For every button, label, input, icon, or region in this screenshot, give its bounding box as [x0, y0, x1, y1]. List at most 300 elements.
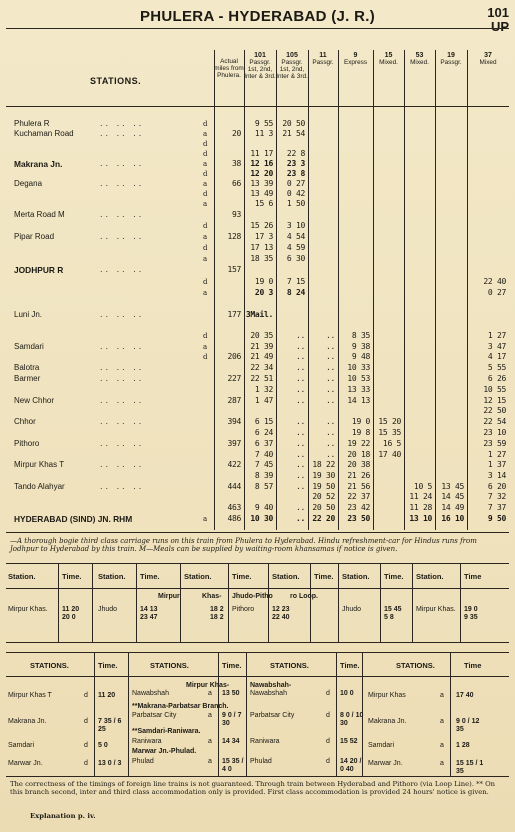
bottom-station: **Samdari-Raniwara. — [132, 728, 201, 735]
mid-col-header: Station. — [416, 572, 444, 581]
mid-station: Mirpur Khas. — [416, 606, 456, 613]
mid-time-1: 11 20 — [62, 606, 80, 613]
leader-dots: .. .. .. — [100, 342, 145, 351]
time-cell: 15 6 — [254, 199, 273, 208]
mid-time-2: 22 40 — [272, 614, 290, 621]
col-rule — [214, 50, 215, 530]
time-cell: .. — [295, 396, 305, 405]
time-cell: 19 8 — [351, 428, 370, 437]
arr-dep-marker: a — [440, 742, 444, 749]
miles-header: Actual miles from Phulera. — [214, 58, 244, 79]
time-cell: 4 59 — [286, 243, 305, 252]
mid-station: Jhudo — [98, 606, 118, 613]
time-cell: .. — [295, 428, 305, 437]
bottom-col-rule — [128, 652, 129, 776]
mid-time-2: 5 8 — [384, 614, 394, 621]
mid-col-rule — [58, 563, 59, 642]
time-cell: .. — [295, 374, 305, 383]
mid-col-rule — [380, 563, 381, 642]
bottom-station: Mirpur Khas T — [8, 692, 52, 699]
mid-col-header: Time. — [62, 572, 82, 581]
time-cell: .. — [325, 450, 335, 459]
time-cell: .. — [325, 342, 335, 351]
time-cell: 8 35 — [351, 331, 370, 340]
bottom-station: Raniwara — [132, 738, 162, 745]
miles: 444 — [227, 482, 241, 491]
time-cell: 21 49 — [250, 352, 273, 361]
time-cell: 10 33 — [347, 363, 370, 372]
mid-col-rule — [310, 563, 311, 642]
time-cell: 10 53 — [347, 374, 370, 383]
section-roloop: ro Loop. — [290, 593, 318, 600]
miles: 287 — [227, 396, 241, 405]
leader-dots: .. .. .. — [100, 363, 145, 372]
arr-dep-marker: d — [203, 140, 208, 148]
bottom-station: Makrana Jn. — [368, 718, 407, 725]
leader-dots: .. .. .. — [100, 179, 145, 188]
time-cell: 0 42 — [286, 189, 305, 198]
leader-dots: .. .. .. — [100, 374, 145, 383]
miles: 66 — [231, 179, 241, 188]
bottom-col-rule — [336, 652, 337, 776]
time-cell: .. — [325, 417, 335, 426]
mid-col-rule — [268, 563, 269, 642]
miles: 38 — [231, 159, 241, 168]
time-cell: .. — [325, 439, 335, 448]
time-cell: 0 27 — [487, 288, 506, 297]
mid-time-2: 18 2 — [210, 614, 224, 621]
time-cell: 13 49 — [250, 189, 273, 198]
time-cell: 1 37 — [487, 460, 506, 469]
bottom-station: Parbatsar City — [250, 712, 295, 719]
bottom-time: 5 0 — [98, 742, 108, 749]
time-cell: 14 13 — [347, 396, 370, 405]
time-cell: 20 3 — [254, 288, 273, 297]
time-cell: 19 30 — [312, 471, 335, 480]
leader-dots: .. .. .. — [100, 129, 145, 138]
time-cell: 20 35 — [250, 331, 273, 340]
bottom-col-rule — [246, 652, 247, 776]
time-cell: 20 52 — [312, 492, 335, 501]
section-head: Mirpur Khas- — [186, 682, 230, 689]
time-cell: 9 50 — [487, 514, 506, 523]
bottom-station: Parbatsar City — [132, 712, 177, 719]
time-cell: 21 39 — [250, 342, 273, 351]
mid-col-rule — [136, 563, 137, 642]
arr-dep-marker: a — [203, 130, 208, 138]
arr-dep-marker: d — [84, 760, 88, 767]
time-cell: 6 37 — [254, 439, 273, 448]
leader-dots: .. .. .. — [100, 417, 145, 426]
bottom-col-rule — [218, 652, 219, 776]
leader-dots: .. .. .. — [100, 396, 145, 405]
time-cell: 16 10 — [441, 514, 464, 523]
time-cell: 18 22 — [312, 460, 335, 469]
arr-dep-marker: d — [203, 353, 208, 361]
bottom-time: 8 0 / 10 30 — [340, 712, 364, 727]
station-name: Luni Jn. — [14, 310, 43, 319]
bottom-time: 1 28 — [456, 742, 470, 749]
time-cell: 8 57 — [254, 482, 273, 491]
bottom-time: 14 34 — [222, 738, 240, 745]
miles: 227 — [227, 374, 241, 383]
page-title: PHULERA - HYDERABAD (J. R.) — [139, 8, 376, 25]
time-cell: 23 42 — [347, 503, 370, 512]
time-cell: .. — [295, 471, 305, 480]
arr-dep-marker: d — [203, 120, 208, 128]
mid-col-rule — [412, 563, 413, 642]
time-cell: 6 26 — [487, 374, 506, 383]
mid-time-1: 14 13 — [140, 606, 158, 613]
miles: 20 — [231, 129, 241, 138]
mid-col-header: Time. — [140, 572, 160, 581]
section-khas: Khas- — [202, 593, 222, 600]
time-cell: 12 20 — [250, 169, 273, 178]
time-cell: 19 0 — [254, 277, 273, 286]
time-cell: 10 55 — [483, 385, 506, 394]
time-cell: 17 3 — [254, 232, 273, 241]
station-name: Degana — [14, 179, 43, 188]
station-name: Tando Alahyar — [14, 482, 65, 491]
mid-col-rule — [92, 563, 93, 642]
time-cell: 13 45 — [441, 482, 464, 491]
time-cell: 12 15 — [483, 396, 506, 405]
time-cell: 0 27 — [286, 179, 305, 188]
station-name: HYDERABAD (SIND) JN. RHM — [14, 514, 133, 524]
bottom-station: Phulad — [132, 758, 154, 765]
time-cell: 11 3 — [254, 129, 273, 138]
arr-dep-marker: d — [84, 692, 88, 699]
bottom-time: 9 0 / 7 30 — [222, 712, 242, 727]
mid-time-2: 9 35 — [464, 614, 478, 621]
section-mirpur: Mirpur — [158, 593, 180, 600]
time-cell: .. — [295, 331, 305, 340]
arr-dep-marker: d — [203, 150, 208, 158]
mid-time-2: 20 0 — [62, 614, 76, 621]
arr-dep-marker: d — [326, 758, 330, 765]
section-jhudo-pitho: Jhudo-Pitho — [232, 593, 273, 600]
time-cell: 14 45 — [441, 492, 464, 501]
miles: 397 — [227, 439, 241, 448]
mid-col-header: Station. — [98, 572, 126, 581]
arr-dep-marker: a — [203, 289, 208, 297]
bottom-col-rule — [94, 652, 95, 776]
arr-dep-marker: a — [203, 200, 208, 208]
time-cell: .. — [325, 331, 335, 340]
time-cell: 11 17 — [250, 149, 273, 158]
leader-dots: .. .. .. — [100, 482, 145, 491]
time-cell: 10 30 — [250, 514, 273, 523]
arr-dep-marker: a — [208, 738, 212, 745]
leader-dots: .. .. .. — [100, 265, 145, 274]
time-cell: 23 10 — [483, 428, 506, 437]
station-name: Pipar Road — [14, 232, 55, 241]
time-cell: 22 34 — [250, 363, 273, 372]
mid-table-header-rule — [6, 588, 509, 589]
time-cell: 19 50 — [312, 482, 335, 491]
time-cell: 4 17 — [487, 352, 506, 361]
bottom-station: Samdari — [368, 742, 395, 749]
footnote-carriage: —A thorough bogie third class carriage runs on this train from Phulera to Hyderabad. Hindu refreshment-car for Hindus runs from Jodhpur to Hyderabad by this train. M—Meals can be supplied by waiting-room khansamas if notice is given. — [10, 537, 477, 553]
time-cell: .. — [295, 417, 305, 426]
station-name: Mirpur Khas T — [14, 460, 65, 469]
bottom-station: Marwar Jn. — [8, 760, 43, 767]
explanation-ref: Explanation p. iv. — [30, 812, 96, 820]
stations-header: STATIONS. — [90, 76, 142, 86]
miles: 177 — [227, 310, 241, 319]
time-cell: 11 28 — [409, 503, 432, 512]
time-cell: .. — [295, 503, 305, 512]
time-cell: 7 15 — [286, 277, 305, 286]
mid-table-top-rule — [6, 563, 509, 564]
time-cell: 23 59 — [483, 439, 506, 448]
arr-dep-marker: d — [326, 738, 330, 745]
mid-time-1: 18 2 — [210, 606, 224, 613]
time-cell: 3 47 — [487, 342, 506, 351]
time-cell: 6 30 — [286, 254, 305, 263]
mid-station: Pithoro — [232, 606, 255, 613]
bottom-station: Marwar Jn.-Phulad. — [132, 748, 197, 755]
station-name: Kuchaman Road — [14, 129, 74, 138]
time-cell: 19 22 — [347, 439, 370, 448]
mid-col-header: Station. — [184, 572, 212, 581]
time-cell: 9 40 — [254, 503, 273, 512]
bottom-time: 17 40 — [456, 692, 474, 699]
time-cell: 9 55 — [254, 119, 273, 128]
time-cell: 1 50 — [286, 199, 305, 208]
leader-dots: .. .. .. — [100, 119, 145, 128]
time-cell: 20 50 — [312, 503, 335, 512]
station-name: Merta Road M — [14, 210, 65, 219]
time-cell: 20 38 — [347, 460, 370, 469]
mid-time-2: 23 47 — [140, 614, 158, 621]
arr-dep-marker: d — [84, 742, 88, 749]
time-cell: 12 16 — [250, 159, 273, 168]
page-number: 101 UP — [487, 5, 509, 34]
arr-dep-marker: a — [203, 233, 208, 241]
miles: 486 — [227, 514, 241, 523]
bottom-time: 11 20 — [98, 692, 116, 699]
mid-col-header: Time. — [314, 572, 334, 581]
bottom-col-rule — [450, 652, 451, 776]
station-name: Barmer — [14, 374, 41, 383]
mid-col-header: Station. — [272, 572, 300, 581]
leader-dots: .. .. .. — [100, 439, 145, 448]
bottom-station: **Makrana-Parbatsar Branch. — [132, 703, 229, 710]
bottom-col-header: Time. — [222, 661, 242, 670]
leader-dots: .. .. .. — [100, 460, 145, 469]
time-cell: 22 51 — [250, 374, 273, 383]
bottom-col-header: STATIONS. — [396, 661, 435, 670]
time-cell: 17 13 — [250, 243, 273, 252]
mid-col-rule — [460, 563, 461, 642]
time-cell: 14 49 — [441, 503, 464, 512]
time-cell: 19 0 — [351, 417, 370, 426]
time-cell: 18 35 — [250, 254, 273, 263]
arr-dep-marker: a — [203, 180, 208, 188]
arr-dep-marker: a — [203, 160, 208, 168]
arr-dep-marker: d — [326, 712, 330, 719]
arr-dep-marker: a — [208, 712, 212, 719]
time-cell: 23 3 — [286, 159, 305, 168]
arr-dep-marker: a — [208, 690, 212, 697]
time-cell: 23 50 — [347, 514, 370, 523]
train-53-header: 53 Mixed. — [410, 52, 429, 66]
time-cell: 5 55 — [487, 363, 506, 372]
time-cell: 4 54 — [286, 232, 305, 241]
time-cell: 3 10 — [286, 221, 305, 230]
time-cell: 1 27 — [487, 450, 506, 459]
section-head: Nawabshah- — [250, 682, 292, 689]
time-cell: 1 27 — [487, 331, 506, 340]
table-bottom-rule — [6, 532, 509, 533]
time-cell: 15 35 — [378, 428, 401, 437]
time-cell: 15 26 — [250, 221, 273, 230]
station-name: Balotra — [14, 363, 40, 372]
time-cell: .. — [295, 460, 305, 469]
time-cell: 6 24 — [254, 428, 273, 437]
time-cell: 13 10 — [409, 514, 432, 523]
bottom-time: 10 0 — [340, 690, 354, 697]
bottom-station: Phulad — [250, 758, 272, 765]
time-cell: .. — [325, 374, 335, 383]
time-cell: 22 20 — [312, 514, 335, 523]
arr-dep-marker: d — [203, 244, 208, 252]
time-cell: 6 20 — [487, 482, 506, 491]
bottom-col-header: Time. — [98, 661, 118, 670]
bottom-time: 13 50 — [222, 690, 240, 697]
top-rule — [6, 28, 509, 29]
time-cell: 1 47 — [254, 396, 273, 405]
mid-col-header: Time. — [232, 572, 252, 581]
time-cell: 21 56 — [347, 482, 370, 491]
arr-dep-marker: a — [203, 343, 208, 351]
time-cell: .. — [295, 514, 305, 523]
mid-col-header: Time — [464, 572, 482, 581]
station-name: Phulera R — [14, 119, 50, 128]
time-cell: 23 8 — [286, 169, 305, 178]
time-cell: .. — [325, 352, 335, 361]
time-cell: .. — [295, 352, 305, 361]
bottom-station: Raniwara — [250, 738, 280, 745]
time-cell: 7 32 — [487, 492, 506, 501]
station-name: Makrana Jn. — [14, 159, 63, 169]
bottom-station: Samdari — [8, 742, 35, 749]
leader-dots: .. .. .. — [100, 310, 145, 319]
time-cell: .. — [295, 482, 305, 491]
bottom-col-header: STATIONS. — [270, 661, 309, 670]
time-cell: 16 5 — [382, 439, 401, 448]
time-cell: 3Mail. — [245, 310, 273, 319]
bottom-col-header: STATIONS. — [30, 661, 69, 670]
train-105-header: 105 Passgr. 1st, 2nd, Inter & 3rd. — [276, 52, 308, 80]
time-cell: 3 14 — [487, 471, 506, 480]
arr-dep-marker: d — [203, 222, 208, 230]
bottom-station: Makrana Jn. — [8, 718, 47, 725]
bottom-station: Marwar Jn. — [368, 760, 403, 767]
arr-dep-marker: d — [203, 332, 208, 340]
arr-dep-marker: a — [203, 255, 208, 263]
time-cell: 21 26 — [347, 471, 370, 480]
mid-col-rule — [228, 563, 229, 642]
miles: 394 — [227, 417, 241, 426]
station-name: Chhor — [14, 417, 36, 426]
time-cell: 22 50 — [483, 406, 506, 415]
time-cell: .. — [295, 385, 305, 394]
bottom-station: Nawabshah — [132, 690, 169, 697]
time-cell: 22 8 — [286, 149, 305, 158]
bottom-station: Mirpur Khas — [368, 692, 406, 699]
time-cell: 22 37 — [347, 492, 370, 501]
mid-col-header: Time. — [384, 572, 404, 581]
arr-dep-marker: d — [203, 170, 208, 178]
time-cell: 9 38 — [351, 342, 370, 351]
mid-col-header: Station. — [342, 572, 370, 581]
arr-dep-marker: a — [208, 758, 212, 765]
miles: 463 — [227, 503, 241, 512]
time-cell: .. — [325, 428, 335, 437]
time-cell: 22 40 — [483, 277, 506, 286]
arr-dep-marker: a — [440, 692, 444, 699]
time-cell: 17 40 — [378, 450, 401, 459]
direction-label: UP — [490, 19, 509, 34]
train-11-header: 11 Passgr. — [312, 52, 334, 66]
time-cell: 7 37 — [487, 503, 506, 512]
station-name: JODHPUR R — [14, 265, 64, 275]
time-cell: 11 24 — [409, 492, 432, 501]
time-cell: 1 32 — [254, 385, 273, 394]
mid-col-header: Station. — [8, 572, 36, 581]
time-cell: 20 18 — [347, 450, 370, 459]
bottom-time: 15 52 — [340, 738, 358, 745]
arr-dep-marker: d — [203, 278, 208, 286]
footer-note: The correctness of the timings of foreign line trains is not guaranteed. Through train between Hyderabad and Pithoro (via Loop Line). ** On this branch second, inter and third class accommodation only is provided. First class accommodation is provided 24 hours' notice is given. — [10, 780, 496, 796]
arr-dep-marker: d — [326, 690, 330, 697]
bottom-table-top-rule — [6, 652, 509, 653]
bottom-time: 15 15 / 1 35 — [456, 760, 484, 775]
time-cell: 8 39 — [254, 471, 273, 480]
time-cell: 7 45 — [254, 460, 273, 469]
time-cell: .. — [295, 450, 305, 459]
col-rule — [435, 50, 436, 530]
miles: 93 — [231, 210, 241, 219]
time-cell: .. — [295, 363, 305, 372]
station-name: New Chhor — [14, 396, 55, 405]
col-rule — [338, 50, 339, 530]
train-15-header: 15 Mixed. — [379, 52, 398, 66]
bottom-col-header: Time — [464, 661, 482, 670]
bottom-time: 9 0 / 12 35 — [456, 718, 480, 733]
miles: 206 — [227, 352, 241, 361]
time-cell: 13 39 — [250, 179, 273, 188]
time-cell: 6 15 — [254, 417, 273, 426]
arr-dep-marker: a — [440, 718, 444, 725]
train-37-header: 37 Mixed — [479, 52, 497, 66]
bottom-station: Nawabshah — [250, 690, 287, 697]
arr-dep-marker: a — [440, 760, 444, 767]
mid-col-rule — [338, 563, 339, 642]
bottom-col-header: STATIONS. — [150, 661, 189, 670]
bottom-time: 14 20 / 0 40 — [340, 758, 362, 773]
mid-col-rule — [180, 563, 181, 642]
arr-dep-marker: d — [84, 718, 88, 725]
station-name: Pithoro — [14, 439, 40, 448]
bottom-time: 13 0 / 3 — [98, 760, 122, 767]
time-cell: 21 54 — [282, 129, 305, 138]
train-19-header: 19 Passgr. — [440, 52, 462, 66]
mid-table-bottom-rule — [6, 642, 509, 643]
time-cell: 7 40 — [254, 450, 273, 459]
